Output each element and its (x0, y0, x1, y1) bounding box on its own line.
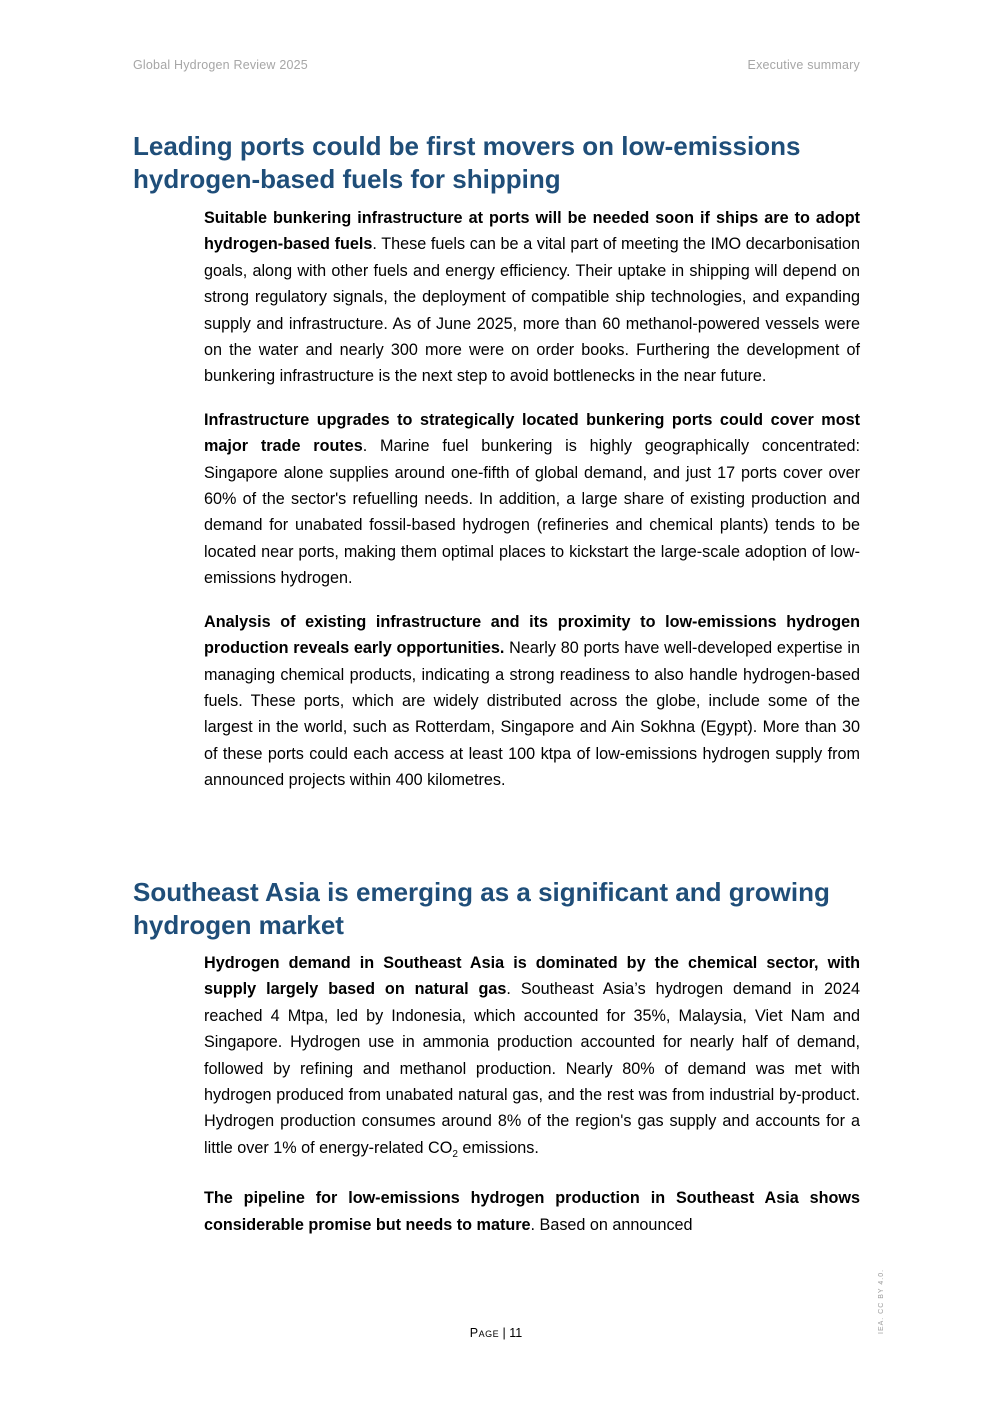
paragraph-lead: Analysis of existing infrastructure and its proximity to low-emissions hydrogen production reveals early opportunities. (204, 612, 860, 658)
paragraph (204, 609, 860, 794)
paragraph-tail: emissions. (457, 1138, 539, 1157)
paragraph-lead: Suitable bunkering infrastructure at ports will be needed soon if ships are to adopt hydrogen-based fuels (204, 209, 860, 254)
paragraph (204, 205, 860, 390)
page-label: Page (469, 1326, 500, 1340)
section-heading-ports: Leading ports could be first movers on low-emissions hydrogen-based fuels for shipping (133, 131, 801, 194)
paragraph-text: . Southeast Asia’s hydrogen demand in 2024 reached 4 Mtpa, led by Indonesia, which accounted for 35%, Malaysia, Viet Nam and Singapore. Hydrogen use in ammonia production accounted for nearly half of demand, followed by refining and methanol production. Nearly 80% of demand was met with hydrogen produced from unabated natural gas, and the rest was from industrial by-product. Hydrogen production consumes around 8% of the region's gas supply and accounts for a little over 1% of energy-related CO (204, 980, 860, 1157)
running-header-title: Global Hydrogen Review 2025 (133, 58, 308, 72)
paragraph-text: . These fuels can be a vital part of meeting the IMO decarbonisation goals, along with other fuels and energy efficiency. Their uptake in shipping will depend on strong regulatory signals, the deployment of compatible ship technologies, and expanding supply and infrastructure. As of June 2025, more than 60 methanol-powered vessels were on the water and nearly 300 more were on order books. Furthering the development of bunkering infrastructure is the next step to avoid bottlenecks in the near future. (204, 235, 860, 386)
section-body-ports (204, 205, 860, 811)
paragraph (204, 950, 860, 1168)
paragraph-lead: The pipeline for low-emissions hydrogen production in Southeast Asia shows considerable promise but needs to mature (204, 1189, 860, 1234)
page-footer (0, 1326, 992, 1340)
paragraph (204, 1185, 860, 1238)
paragraph-text: . Based on announced (530, 1215, 693, 1234)
section-body-southeast-asia (204, 950, 860, 1255)
paragraph-lead: Hydrogen demand in Southeast Asia is dominated by the chemical sector, with supply largely based on natural gas (204, 954, 860, 999)
page-number: 11 (509, 1326, 523, 1340)
section-heading-southeast-asia: Southeast Asia is emerging as a significant and growing hydrogen market (133, 877, 830, 940)
running-header-section: Executive summary (747, 58, 860, 72)
paragraph-lead: Infrastructure upgrades to strategically located bunkering ports could cover most major trade routes (204, 410, 860, 456)
paragraph-text: . Marine fuel bunkering is highly geographically concentrated: Singapore alone supplies around one-fifth of global demand, and just 17 ports cover over 60% of the sector's refuelling needs. In addition, a large share of existing production and demand for unabated fossil-based hydrogen (refineries and chemical plants) tends to be located near ports, making them optimal places to kickstart the large-scale adoption of low-emissions hydrogen. (204, 437, 860, 588)
paragraph (204, 407, 860, 592)
paragraph-text: Nearly 80 ports have well-developed expertise in managing chemical products, indicating a strong readiness to also handle hydrogen-based fuels. These ports, which are widely distributed across the globe, include some of the largest in the world, such as Rotterdam, Singapore and Ain Sokhna (Egypt). More than 30 of these ports could each access at least 100 ktpa of low-emissions hydrogen supply from announced projects within 400 kilometres. (204, 639, 860, 790)
license-note: IEA. CC BY 4.0. (878, 1268, 885, 1334)
subscript: 2 (452, 1149, 458, 1161)
page-separator: | (499, 1326, 510, 1340)
